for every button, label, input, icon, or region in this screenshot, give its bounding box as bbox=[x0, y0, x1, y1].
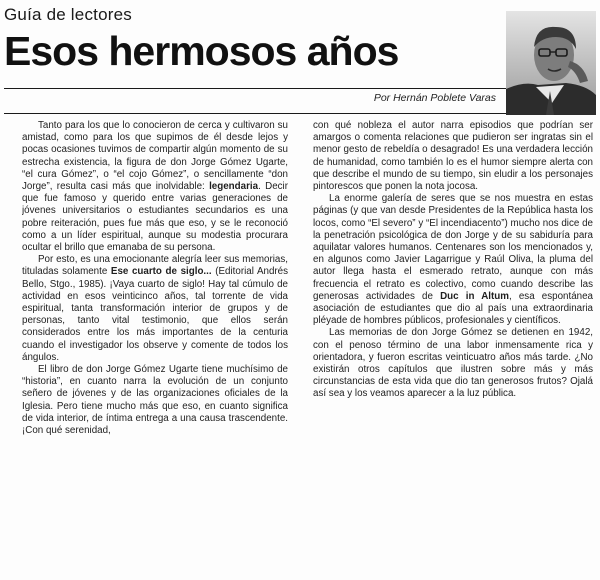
bold-phrase: Duc in Altum bbox=[440, 290, 509, 302]
article-paragraph bbox=[22, 120, 288, 254]
paragraph-text: , esa espontánea asociación de estudiantes que dio al país una extraordinaria pléyade de hombres públicos, profesionales y científicos. bbox=[313, 290, 593, 327]
bold-phrase: Ese cuarto de siglo... bbox=[110, 266, 212, 278]
bold-phrase: legendaria bbox=[209, 181, 259, 193]
article-title: Esos hermosos años bbox=[4, 28, 399, 74]
paragraph-text: . Decir que fue famoso y querido entre varias generaciones de jóvenes universitarios o estudiantes secundarios es una pobre reiteración, pues fue más que eso, y se le reconoció como a un líder espiritual, aunque su modestia procurara ocultar el brillo que emanaba de su persona. bbox=[22, 181, 288, 254]
paragraph-text: Por esto, es una emocionante alegría leer sus memorias, tituladas solamente bbox=[22, 254, 288, 278]
top-rule bbox=[4, 88, 506, 89]
paragraph-text: con qué nobleza el autor narra episodios que podrían ser amargos o comenta relaciones que pudieron ser ingratas sin el menor gesto de rebeldía o desagrado! Es una verdadera lección de humanidad, como también lo es el humor siempre alerta con que describe el mundo de su tiempo, sin eludir a los personajes pintorescos que ponen la nota jocosa. bbox=[313, 120, 593, 193]
article-column-left bbox=[22, 120, 288, 575]
article-paragraph bbox=[22, 364, 288, 437]
article-paragraph bbox=[313, 120, 593, 193]
paragraph-text: El libro de don Jorge Gómez Ugarte tiene muchísimo de “historia”, en cuanto narra la evolución de un conjunto señero de jóvenes y de las organizaciones oficiales de la Iglesia. Pero tiene mucho más que eso, en cuanto significa de vida interior, de íntima entrega a una causa trascendente. ¡Con qué serenidad, bbox=[22, 364, 288, 437]
article-column-right bbox=[313, 120, 593, 575]
article-paragraph bbox=[313, 327, 593, 400]
paragraph-text: La enorme galería de seres que se nos muestra en estas páginas (y que van desde Presidentes de la República hasta los locos, como “El severo” y “El incendiacento”) mucho nos dice de la penetración psicológica de don Jorge y de su sabiduría para aquilatar valores humanos. Centenares son los mencionados y, en algunos como Javier Lagarrigue y Raúl Oliva, la pluma del autor llega hasta el esmerado retrato, aunque con más frecuencia el retrato es colectivo, como cuando describe las generosas actividades de bbox=[313, 193, 593, 302]
byline-rule bbox=[4, 113, 506, 114]
section-label: Guía de lectores bbox=[4, 5, 132, 24]
byline: Por Hernán Poblete Varas bbox=[373, 92, 496, 104]
article-paragraph bbox=[22, 254, 288, 364]
paragraph-text: Las memorias de don Jorge Gómez se detienen en 1942, con el penoso término de una labor inmensamente rica y orientadora, y fueron escritas veinticuatro años más tarde. ¿No existirán otros capítulos que ilustren sobre más y más circunstancias de esta vida que dio tan generosos frutos? Ojalá así sea y los veamos aparecer a la luz pública. bbox=[313, 327, 593, 400]
author-portrait-photo bbox=[506, 11, 596, 115]
article-paragraph bbox=[313, 193, 593, 327]
paragraph-text: Tanto para los que lo conocieron de cerca y cultivaron su amistad, como para los que supimos de él desde lejos y pocas ocasiones tuvimos de compartir algún momento de su estrecha existencia, la figura de don Jorge Gómez Ugarte, “el cura Gómez”, o “el cojo Gómez”, o sencillamente “don Jorge”, resulta casi más que inolvidable: bbox=[22, 120, 288, 193]
paragraph-text: (Editorial Andrés Bello, Stgo., 1985). ¡Vaya cuarto de siglo! Hay tal cúmulo de actividad en esos veinticinco años, tal torrente de vida espiritual, tanta transformación interior de grupos y de personas, tanto vital testimonio, que ellos serán considerados entre los más importantes de la centuria cuando el investigador los observe y comente de todos los ángulos. bbox=[22, 266, 288, 363]
